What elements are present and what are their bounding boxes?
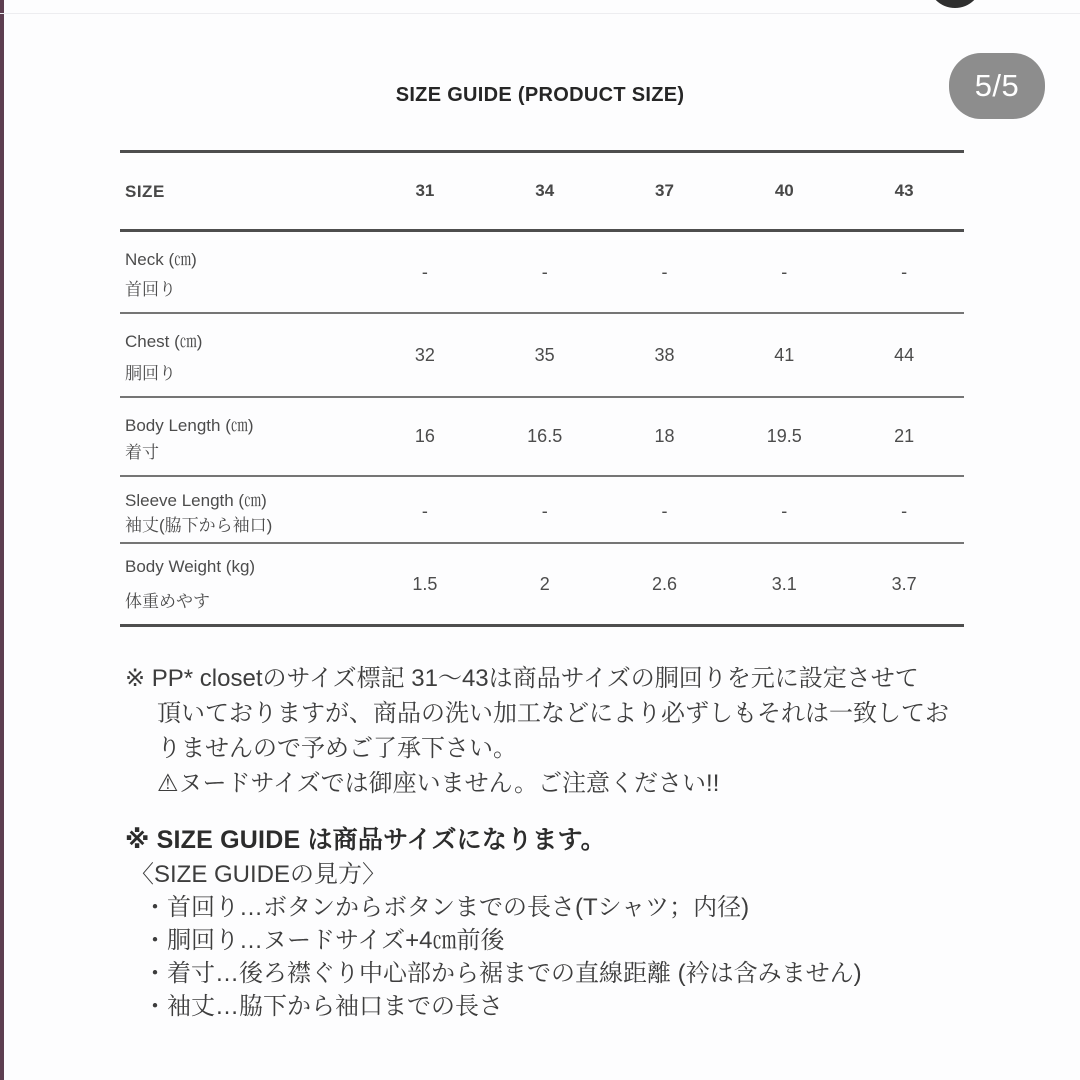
table-row-body-weight [120, 544, 964, 624]
note-bullet-neck: ・首回り…ボタンからボタンまでの長さ(Tシャツ；内径) [143, 894, 750, 921]
row-label-en: Body Weight (kg) [125, 557, 256, 576]
note-bullet-chest: ・胴回り…ヌードサイズ+4㎝前後 [143, 927, 505, 954]
cell-value: 2 [539, 573, 550, 594]
cell-value: - [541, 500, 548, 521]
cell-value: 1.5 [412, 573, 438, 594]
cell-value: 32 [414, 344, 435, 365]
note-line: りませんので予めご了承下さい。 [157, 735, 517, 762]
row-label-ja: 首回り [125, 280, 176, 299]
cell-value: 35 [534, 344, 555, 365]
size-header-34: 34 [535, 181, 555, 200]
cell-value: - [661, 261, 668, 282]
cell-value: 44 [894, 344, 915, 365]
cell-value: - [901, 500, 908, 521]
note-line: 頂いておりますが、商品の洗い加工などにより必ずしもそれは一致してお [157, 700, 949, 727]
cell-value: - [901, 261, 908, 282]
cell-value: 21 [894, 426, 915, 446]
top-divider [0, 13, 1080, 14]
page-indicator-label: 5/5 [974, 68, 1020, 103]
row-label-ja: 体重めやす [125, 592, 210, 611]
size-table [120, 150, 964, 627]
row-label-en: Sleeve Length (㎝) [125, 491, 267, 510]
cell-value: 16 [414, 426, 435, 446]
size-header-43: 43 [894, 181, 914, 200]
row-label [120, 314, 365, 396]
row-label [120, 544, 365, 624]
note-subheader: 〈SIZE GUIDEの見方〉 [130, 861, 387, 888]
note-line: ※ PP* closetのサイズ標記 31〜43は商品サイズの胴回りを元に設定させて [125, 665, 919, 692]
note-size-guide-explanation [125, 822, 1025, 1023]
row-label [120, 232, 365, 312]
cell-value: 19.5 [766, 426, 802, 446]
note-header: ※ SIZE GUIDE は商品サイズになります。 [125, 826, 606, 854]
note-size-disclaimer [125, 661, 1017, 801]
note-line-warning: ⚠ヌードサイズでは御座いません。ご注意ください!! [157, 770, 720, 797]
size-header-40: 40 [774, 181, 794, 200]
cell-value: 38 [654, 344, 675, 365]
row-label [120, 477, 365, 545]
page-title: SIZE GUIDE (PRODUCT SIZE) [395, 84, 685, 106]
table-header-row [120, 153, 964, 232]
row-label-en: Chest (㎝) [125, 332, 203, 351]
cell-value: - [781, 261, 788, 282]
cell-value: 3.1 [771, 573, 797, 594]
cell-value: - [781, 500, 788, 521]
table-row-chest [120, 314, 964, 398]
cell-value: 16.5 [527, 426, 563, 446]
row-label-ja: 胴回り [125, 364, 176, 383]
cell-value: - [421, 261, 428, 282]
size-header-37: 37 [655, 181, 674, 200]
page-indicator-badge [949, 53, 1045, 119]
left-edge-accent [0, 0, 4, 1080]
note-bullet-body-length: ・着寸…後ろ襟ぐり中心部から裾までの直線距離 (衿は含みません) [143, 960, 862, 987]
table-row-neck [120, 232, 964, 314]
row-label [120, 398, 365, 475]
row-label-en: Body Length (㎝) [125, 416, 254, 435]
row-label-ja: 袖丈(脇下から袖口) [125, 516, 273, 535]
row-label-en: Neck (㎝) [125, 250, 197, 269]
cell-value: - [661, 500, 668, 521]
row-label-ja: 着寸 [125, 443, 159, 462]
size-column-header: SIZE [125, 181, 165, 201]
cell-value: - [421, 500, 428, 521]
note-bullet-sleeve: ・袖丈…脇下から袖口までの長さ [143, 993, 503, 1020]
cell-value: 18 [654, 426, 675, 446]
cell-value: 2.6 [651, 573, 677, 594]
size-header-31: 31 [415, 181, 435, 200]
table-row-body-length [120, 398, 964, 477]
table-row-sleeve-length [120, 477, 964, 544]
cell-value: 3.7 [891, 573, 917, 594]
cell-value: - [541, 261, 548, 282]
top-edge-partial-circle-icon [928, 0, 982, 8]
cell-value: 41 [774, 344, 795, 365]
